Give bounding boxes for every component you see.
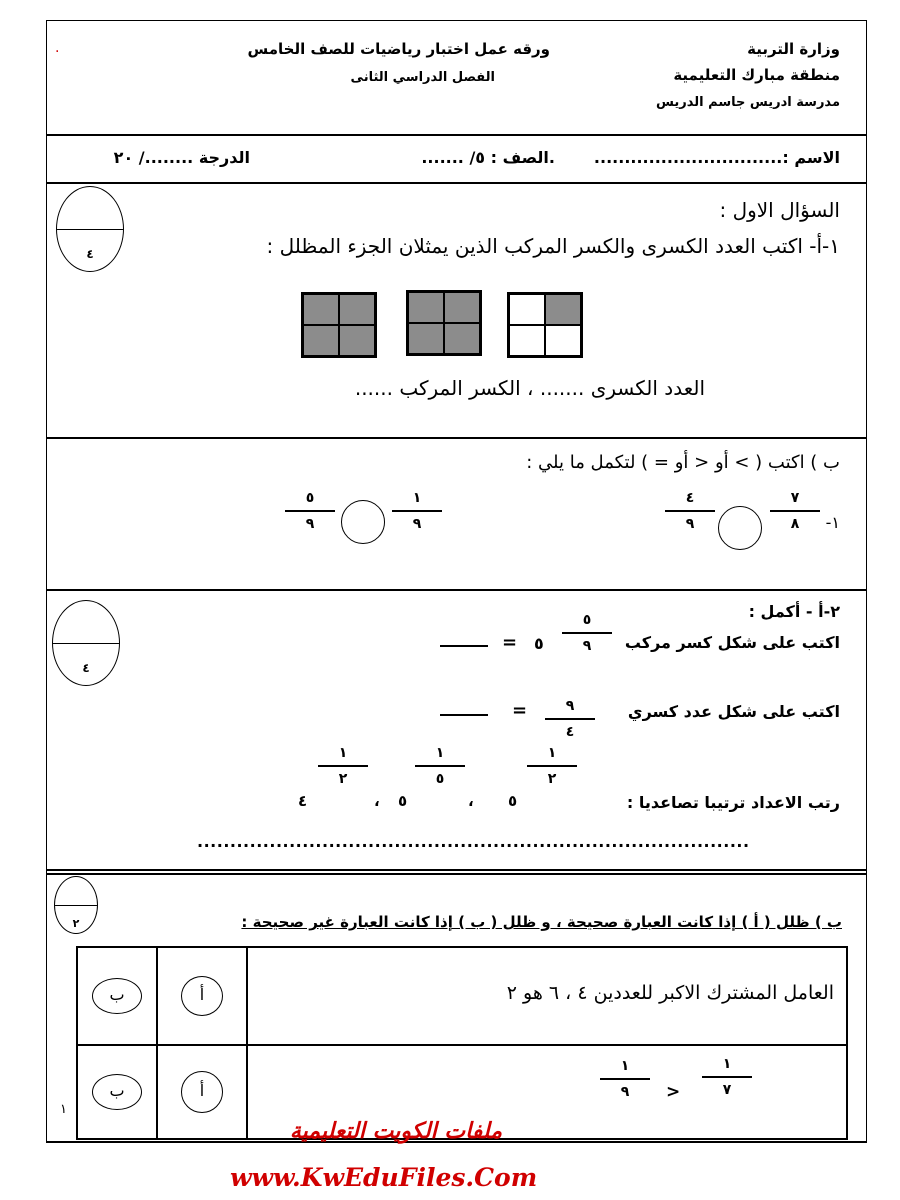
numerator: ١ [412,490,422,506]
compare-circle[interactable] [718,506,762,550]
numerator: ١ [435,745,445,761]
watermark-arabic: ملفات الكويت التعليمية [289,1118,502,1144]
denominator: ٩ [305,516,315,532]
option-b-cell [77,1045,157,1139]
fraction [392,490,442,532]
numerator: ٧ [790,490,800,506]
fraction [702,1056,752,1098]
numerator: ١ [547,745,557,761]
statement-text: العامل المشترك الاكبر للعددين ٤ ، ٦ هو ٢ [506,982,834,1004]
denominator: ٩ [582,638,592,654]
zone-name: منطقة مبارك التعليمية [673,66,840,84]
separator: ، [468,792,474,810]
divider [46,134,867,136]
true-false-table [76,946,848,1140]
denominator: ٩ [412,516,422,532]
denominator: ٩ [620,1084,630,1100]
grid-cell [303,325,339,356]
grid-cell [545,294,581,325]
divider [46,437,867,439]
numerator: ١ [722,1056,732,1072]
grid-cell [509,325,545,356]
grid-cell [339,294,375,325]
q1b-instruction: ب ) اكتب ( > أو < أو = ) لتكمل ما يلي : [526,452,840,473]
option-a[interactable]: أ [181,976,223,1016]
grid-cell [444,292,480,323]
option-a[interactable]: أ [181,1071,223,1113]
denominator: ٨ [790,516,800,532]
score-value: ٤ [86,246,94,261]
grade-field: الدرجة ......../ ٢٠ [113,148,250,167]
denominator: ٢ [547,771,557,787]
instruction-mixed-to-improper: اكتب على شكل كسر مركب [624,633,840,652]
divider [46,182,867,184]
compare-circle[interactable] [341,500,385,544]
answer-line [440,714,488,716]
q2b-instruction: ب ) ظلل ( أ ) إذا كانت العبارة صحيحة ، و ظلل ( ب ) إذا كانت العبارة غير صحيحة : [241,913,842,931]
fraction [285,490,335,532]
score-circle [56,186,124,272]
denominator: ٥ [435,771,445,787]
divider [46,589,867,591]
numerator: ٤ [685,490,695,506]
grid-cell [509,294,545,325]
grid-cell [545,325,581,356]
score-value: ٤ [82,660,90,675]
divider [46,869,867,871]
fraction [770,490,820,532]
grid-cell [444,323,480,354]
watermark-url: www.KwEduFiles.Com [230,1163,538,1192]
q1a-instruction: ١-أ- اكتب العدد الكسرى والكسر المركب الذين يمثلان الجزء المظلل : [266,234,840,258]
statement-cell [247,947,847,1045]
option-b-cell [77,947,157,1045]
fraction [527,745,577,787]
red-dot: . [55,40,60,56]
equals-sign: = [502,632,518,653]
semester: الفصل الدراسي الثانى [350,70,495,85]
denominator: ٧ [722,1082,732,1098]
fraction-grid [507,292,583,358]
numerator: ٥ [582,612,592,628]
numerator: ١ [338,745,348,761]
fraction-grid [301,292,377,358]
whole-number: ٥ [534,634,544,653]
fraction [665,490,715,532]
denominator: ٩ [685,516,695,532]
equals-sign: = [512,700,528,721]
fraction [318,745,368,787]
fraction [415,745,465,787]
grid-cell [303,294,339,325]
fraction [545,698,595,740]
q1a-answer-line: العدد الكسرى ....... ، الكسر المركب ...... [354,376,705,400]
divider [46,873,867,875]
option-a-cell [157,1045,247,1139]
instruction-improper-to-mixed: اكتب على شكل عدد كسري [627,702,840,721]
answer-line [440,645,488,647]
whole-number: ٥ [398,792,408,810]
numerator: ١ [620,1058,630,1074]
answer-dots: .................................................................................... [197,832,750,851]
grid-cell [339,325,375,356]
class-field: .الصف : ٥/ ....... [421,148,555,167]
option-b[interactable]: ب [92,1074,142,1110]
question-heading: ٢-أ - أكمل : [748,602,840,621]
instruction-order: رتب الاعداد ترتيبا تصاعديا : [626,793,840,812]
option-a-cell [157,947,247,1045]
denominator: ٢ [338,771,348,787]
numerator: ٥ [305,490,315,506]
score-circle [52,600,120,686]
option-b[interactable]: ب [92,978,142,1014]
fraction-grid [406,290,482,356]
whole-number: ٤ [298,792,308,810]
grid-cell [408,292,444,323]
grid-cell [408,323,444,354]
worksheet-title: ورقه عمل اختبار رياضيات للصف الخامس [247,40,550,58]
name-field: الاسم :............................... [593,148,840,167]
separator: ، [374,792,380,810]
item-number: -١ [825,513,840,532]
denominator: ٤ [565,724,575,740]
score-circle [54,876,98,934]
question-heading: السؤال الاول : [719,198,840,222]
numerator: ٩ [565,698,575,714]
score-value: ٢ [72,916,80,930]
page-number: ١ [60,1102,67,1117]
whole-number: ٥ [508,792,518,810]
fraction [600,1058,650,1100]
ministry-name: وزارة التربية [747,40,840,58]
greater-than: > [666,1082,681,1102]
school-name: مدرسة ادريس جاسم الدريس [656,95,840,110]
fraction [562,612,612,654]
